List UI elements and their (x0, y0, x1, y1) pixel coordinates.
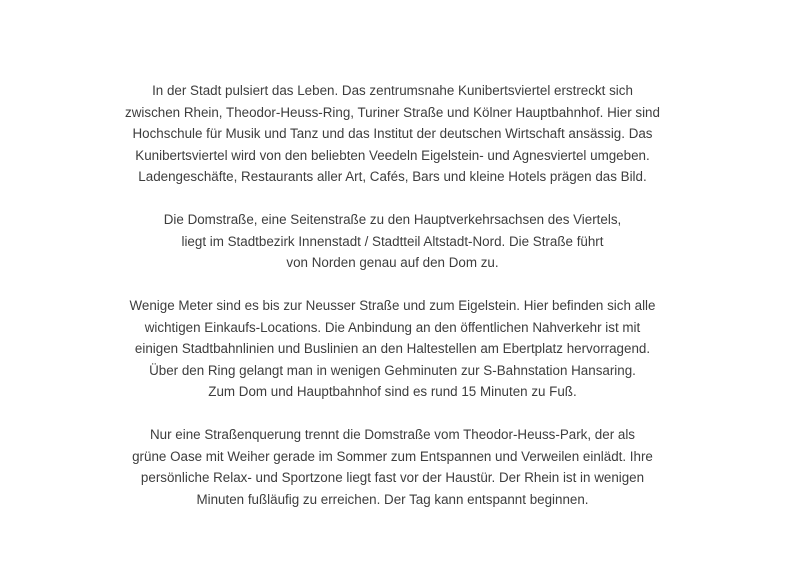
text-line: Nur eine Straßenquerung trennt die Domstraße vom Theodor-Heuss-Park, der als (149, 427, 635, 442)
paragraph-transport (60, 295, 725, 403)
text-line: Wenige Meter sind es bis zur Neusser Straße und zum Eigelstein. Hier befinden sich alle (129, 298, 656, 313)
text-line: persönliche Relax- und Sportzone liegt fast vor der Haustür. Der Rhein ist in wenigen (140, 470, 645, 485)
text-line: Ladengeschäfte, Restaurants aller Art, Cafés, Bars und kleine Hotels prägen das Bild. (138, 169, 647, 184)
text-line: einigen Stadtbahnlinien und Buslinien an den Haltestellen am Ebertplatz hervorragend. (134, 341, 651, 356)
text-line: In der Stadt pulsiert das Leben. Das zentrumsnahe Kunibertsviertel erstreckt sich (152, 83, 633, 98)
text-line: wichtigen Einkaufs-Locations. Die Anbindung an den öffentlichen Nahverkehr ist mit (144, 319, 641, 335)
text-line: Minuten fußläufig zu erreichen. Der Tag kann entspannt beginnen. (196, 491, 589, 507)
paragraph-park (60, 424, 725, 510)
text-line: Über den Ring gelangt man in wenigen Gehminuten zur S-Bahnstation Hansaring. (149, 362, 636, 378)
text-line: Die Domstraße, eine Seitenstraße zu den Hauptverkehrsachsen des Viertels, (163, 212, 622, 227)
text-line: liegt im Stadtbezirk Innenstadt / Stadtteil Altstadt-Nord. Die Straße führt (181, 233, 604, 249)
paragraph-city-life (60, 80, 725, 188)
text-line: von Norden genau auf den Dom zu. (286, 255, 499, 270)
text-line: Kunibertsviertel wird von den beliebten Veedeln Eigelstein- und Agnesviertel umgeben. (135, 147, 650, 163)
text-line: Zum Dom und Hauptbahnhof sind es rund 15 Minuten zu Fuß. (208, 384, 577, 399)
paragraph-domstrasse (60, 209, 725, 274)
text-line: zwischen Rhein, Theodor-Heuss-Ring, Turiner Straße und Kölner Hauptbahnhof. Hier sind (125, 104, 660, 120)
text-line: Hochschule für Musik und Tanz und das Institut der deutschen Wirtschaft ansässig. Das (132, 126, 653, 141)
text-line: grüne Oase mit Weiher gerade im Sommer zum Entspannen und Verweilen einlädt. Ihre (132, 448, 653, 464)
article-body (60, 80, 725, 532)
